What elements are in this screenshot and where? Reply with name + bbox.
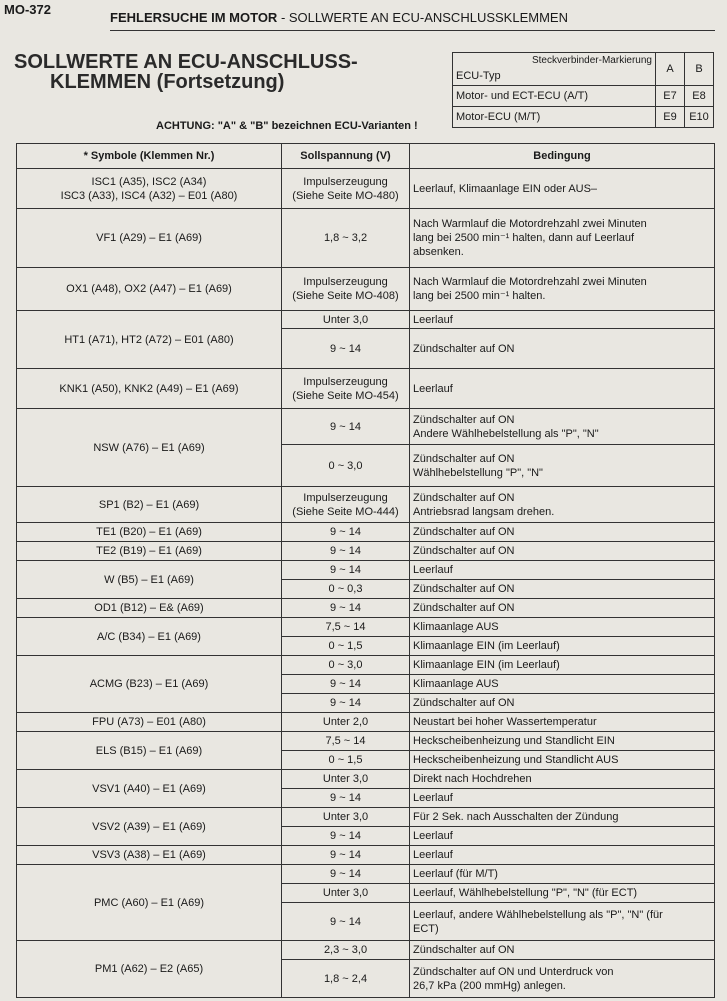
condition: Leerlauf, Klimaanlage EIN oder AUS– bbox=[410, 169, 715, 209]
connector-row bbox=[453, 107, 714, 128]
connector-table bbox=[452, 52, 714, 128]
table-row bbox=[17, 209, 715, 268]
condition: Leerlauf bbox=[410, 789, 715, 808]
condition: Zündschalter auf ON Andere Wählhebelstellung als "P", "N" bbox=[410, 409, 715, 445]
table-row bbox=[17, 865, 715, 884]
target-voltage: 9 ~ 14 bbox=[282, 903, 410, 941]
table-row bbox=[17, 732, 715, 751]
condition: Leerlauf bbox=[410, 369, 715, 409]
condition: Leerlauf bbox=[410, 827, 715, 846]
condition: Neustart bei hoher Wassertemperatur bbox=[410, 713, 715, 732]
terminal-symbol: W (B5) – E1 (A69) bbox=[17, 561, 282, 599]
header-section: FEHLERSUCHE IM MOTOR bbox=[110, 10, 278, 25]
target-voltage: 0 ~ 0,3 bbox=[282, 580, 410, 599]
col-header-symbols: * Symbole (Klemmen Nr.) bbox=[17, 144, 282, 169]
connector-col-a: A bbox=[656, 53, 685, 86]
target-voltage: 9 ~ 14 bbox=[282, 827, 410, 846]
condition: Klimaanlage AUS bbox=[410, 618, 715, 637]
target-voltage: 9 ~ 14 bbox=[282, 846, 410, 865]
target-voltage: Unter 2,0 bbox=[282, 713, 410, 732]
table-row bbox=[17, 618, 715, 637]
target-voltage: 0 ~ 1,5 bbox=[282, 637, 410, 656]
target-voltage: 9 ~ 14 bbox=[282, 523, 410, 542]
condition: Leerlauf, Wählhebelstellung "P", "N" (für ECT) bbox=[410, 884, 715, 903]
table-row bbox=[17, 409, 715, 445]
condition: Nach Warmlauf die Motordrehzahl zwei Minuten lang bei 2500 min⁻¹ halten, dann auf Leerlauf absenken. bbox=[410, 209, 715, 268]
connector-a: E9 bbox=[656, 107, 685, 128]
target-voltage: 7,5 ~ 14 bbox=[282, 732, 410, 751]
target-voltage: 9 ~ 14 bbox=[282, 865, 410, 884]
condition: Klimaanlage EIN (im Leerlauf) bbox=[410, 656, 715, 675]
table-row bbox=[17, 561, 715, 580]
connector-a: E7 bbox=[656, 86, 685, 107]
target-voltage: Impulserzeugung (Siehe Seite MO-480) bbox=[282, 169, 410, 209]
terminal-values-table bbox=[16, 143, 715, 998]
connector-ecu-type: Motor-ECU (M/T) bbox=[453, 107, 656, 128]
target-voltage: 0 ~ 3,0 bbox=[282, 445, 410, 487]
col-header-condition: Bedingung bbox=[410, 144, 715, 169]
target-voltage: 9 ~ 14 bbox=[282, 789, 410, 808]
table-row bbox=[17, 169, 715, 209]
target-voltage: 9 ~ 14 bbox=[282, 329, 410, 369]
target-voltage: Impulserzeugung (Siehe Seite MO-454) bbox=[282, 369, 410, 409]
page-header bbox=[110, 10, 715, 25]
target-voltage: 9 ~ 14 bbox=[282, 675, 410, 694]
target-voltage: 7,5 ~ 14 bbox=[282, 618, 410, 637]
target-voltage: 1,8 ~ 3,2 bbox=[282, 209, 410, 268]
condition: Zündschalter auf ON bbox=[410, 941, 715, 960]
title-line-2: KLEMMEN (Fortsetzung) bbox=[50, 71, 285, 93]
header-subtitle: - SOLLWERTE AN ECU-ANSCHLUSSKLEMMEN bbox=[277, 10, 568, 25]
condition: Zündschalter auf ON bbox=[410, 542, 715, 561]
terminal-symbol: PMC (A60) – E1 (A69) bbox=[17, 865, 282, 941]
condition: Für 2 Sek. nach Ausschalten der Zündung bbox=[410, 808, 715, 827]
target-voltage: Impulserzeugung (Siehe Seite MO-444) bbox=[282, 487, 410, 523]
target-voltage: 0 ~ 1,5 bbox=[282, 751, 410, 770]
table-row bbox=[17, 846, 715, 865]
target-voltage: 2,3 ~ 3,0 bbox=[282, 941, 410, 960]
condition: Zündschalter auf ON Wählhebelstellung "P", "N" bbox=[410, 445, 715, 487]
table-row bbox=[17, 523, 715, 542]
condition: Leerlauf bbox=[410, 561, 715, 580]
page-number: MO-372 bbox=[4, 2, 51, 17]
connector-b: E8 bbox=[685, 86, 714, 107]
condition: Zündschalter auf ON bbox=[410, 329, 715, 369]
target-voltage: 9 ~ 14 bbox=[282, 409, 410, 445]
terminal-symbol: HT1 (A71), HT2 (A72) – E01 (A80) bbox=[17, 311, 282, 369]
condition: Nach Warmlauf die Motordrehzahl zwei Minuten lang bei 2500 min⁻¹ halten. bbox=[410, 268, 715, 311]
table-row bbox=[17, 487, 715, 523]
terminal-symbol: VSV2 (A39) – E1 (A69) bbox=[17, 808, 282, 846]
condition: Leerlauf, andere Wählhebelstellung als "P", "N" (für ECT) bbox=[410, 903, 715, 941]
target-voltage: Unter 3,0 bbox=[282, 808, 410, 827]
table-row bbox=[17, 311, 715, 329]
table-row bbox=[17, 941, 715, 960]
condition: Zündschalter auf ON bbox=[410, 694, 715, 713]
page-title bbox=[14, 52, 358, 92]
connector-header-ecu-type: ECU-Typ bbox=[453, 67, 656, 86]
table-row bbox=[17, 599, 715, 618]
table-row bbox=[17, 770, 715, 789]
table-row bbox=[17, 369, 715, 409]
table-row bbox=[17, 713, 715, 732]
target-voltage: Unter 3,0 bbox=[282, 884, 410, 903]
target-voltage: 0 ~ 3,0 bbox=[282, 656, 410, 675]
terminal-symbol: FPU (A73) – E01 (A80) bbox=[17, 713, 282, 732]
terminal-symbol: OX1 (A48), OX2 (A47) – E1 (A69) bbox=[17, 268, 282, 311]
terminal-symbol: SP1 (B2) – E1 (A69) bbox=[17, 487, 282, 523]
terminal-symbol: ELS (B15) – E1 (A69) bbox=[17, 732, 282, 770]
condition: Zündschalter auf ON Antriebsrad langsam drehen. bbox=[410, 487, 715, 523]
connector-row bbox=[453, 86, 714, 107]
terminal-symbol: NSW (A76) – E1 (A69) bbox=[17, 409, 282, 487]
target-voltage: Unter 3,0 bbox=[282, 770, 410, 789]
connector-ecu-type: Motor- und ECT-ECU (A/T) bbox=[453, 86, 656, 107]
condition: Heckscheibenheizung und Standlicht EIN bbox=[410, 732, 715, 751]
header-rule bbox=[110, 30, 715, 31]
terminal-symbol: OD1 (B12) – E& (A69) bbox=[17, 599, 282, 618]
condition: Zündschalter auf ON bbox=[410, 523, 715, 542]
connector-b: E10 bbox=[685, 107, 714, 128]
target-voltage: Impulserzeugung (Siehe Seite MO-408) bbox=[282, 268, 410, 311]
title-line-1: SOLLWERTE AN ECU-ANSCHLUSS- bbox=[14, 51, 358, 73]
table-row bbox=[17, 808, 715, 827]
table-row bbox=[17, 656, 715, 675]
terminal-symbol: KNK1 (A50), KNK2 (A49) – E1 (A69) bbox=[17, 369, 282, 409]
condition: Leerlauf (für M/T) bbox=[410, 865, 715, 884]
target-voltage: Unter 3,0 bbox=[282, 311, 410, 329]
condition: Klimaanlage AUS bbox=[410, 675, 715, 694]
connector-header-marking: Steckverbinder-Markierung bbox=[453, 53, 656, 68]
table-row bbox=[17, 542, 715, 561]
terminal-symbol: A/C (B34) – E1 (A69) bbox=[17, 618, 282, 656]
terminal-symbol: VSV3 (A38) – E1 (A69) bbox=[17, 846, 282, 865]
target-voltage: 9 ~ 14 bbox=[282, 561, 410, 580]
condition: Zündschalter auf ON bbox=[410, 599, 715, 618]
connector-col-b: B bbox=[685, 53, 714, 86]
condition: Leerlauf bbox=[410, 846, 715, 865]
terminal-symbol: PM1 (A62) – E2 (A65) bbox=[17, 941, 282, 998]
condition: Direkt nach Hochdrehen bbox=[410, 770, 715, 789]
condition: Zündschalter auf ON und Unterdruck von 26,7 kPa (200 mmHg) anlegen. bbox=[410, 960, 715, 998]
condition: Klimaanlage EIN (im Leerlauf) bbox=[410, 637, 715, 656]
condition: Heckscheibenheizung und Standlicht AUS bbox=[410, 751, 715, 770]
col-header-voltage: Sollspannung (V) bbox=[282, 144, 410, 169]
condition: Leerlauf bbox=[410, 311, 715, 329]
terminal-symbol: TE1 (B20) – E1 (A69) bbox=[17, 523, 282, 542]
terminal-symbol: ISC1 (A35), ISC2 (A34) ISC3 (A33), ISC4 (A32) – E01 (A80) bbox=[17, 169, 282, 209]
terminal-symbol: VF1 (A29) – E1 (A69) bbox=[17, 209, 282, 268]
target-voltage: 9 ~ 14 bbox=[282, 542, 410, 561]
target-voltage: 9 ~ 14 bbox=[282, 694, 410, 713]
target-voltage: 9 ~ 14 bbox=[282, 599, 410, 618]
terminal-symbol: TE2 (B19) – E1 (A69) bbox=[17, 542, 282, 561]
table-row bbox=[17, 268, 715, 311]
condition: Zündschalter auf ON bbox=[410, 580, 715, 599]
terminal-symbol: ACMG (B23) – E1 (A69) bbox=[17, 656, 282, 713]
target-voltage: 1,8 ~ 2,4 bbox=[282, 960, 410, 998]
terminal-symbol: VSV1 (A40) – E1 (A69) bbox=[17, 770, 282, 808]
variant-notice: ACHTUNG: "A" & "B" bezeichnen ECU-Varianten ! bbox=[156, 120, 418, 132]
